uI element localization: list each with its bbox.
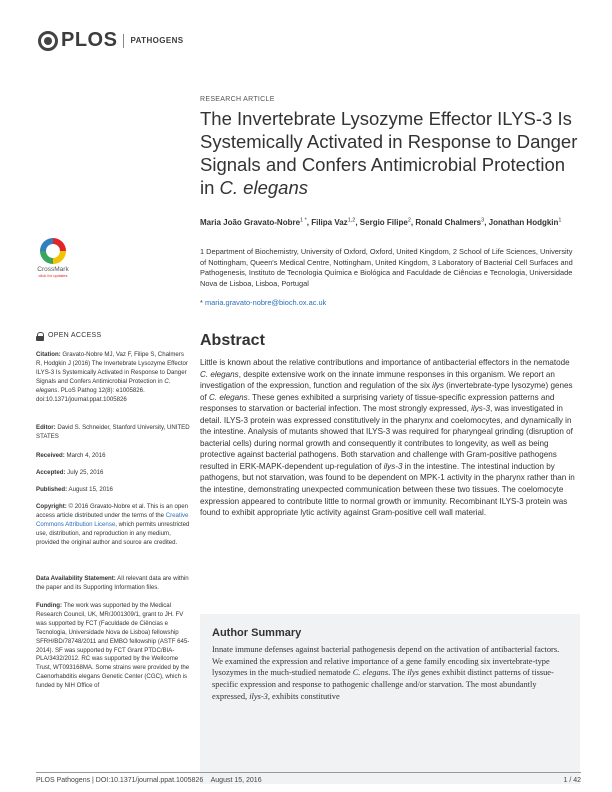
- author[interactable]: Jonathan Hodgkin$^1$: [488, 217, 562, 227]
- funding-block: Funding: The work was supported by the Medical Research Council, UK, MR/J001309/1, grant to JH. FV was supported by FCT (Faculdade de Ciências e Tecnologia, Universidade Nova de Lisboa) fellowship SFRH/BD/78748/2011 and EMBO fellowship (ASTF 645-2014). SF was supported by FCT Grant PTDC/BIA-PLA/3432/2012. RC was supported by the Wellcome Trust, WT093168MA. Some strains were provided by the Caenorhabditis elegans Genetic Center (CGC), which is funded by NIH Office of: [36, 602, 190, 690]
- journal-name: PATHOGENS: [130, 36, 184, 45]
- open-access-badge: OPEN ACCESS: [36, 332, 190, 341]
- author[interactable]: Sergio Filipe$^2$,: [359, 217, 416, 227]
- title-text: The Invertebrate Lysozyme Effector ILYS-3 Is Systemically Activated in Response to Danger Signals and Confers Antimicrobial Protection in: [200, 108, 578, 198]
- author[interactable]: Maria João Gravato-Nobre$^{1 *}$,: [200, 217, 312, 227]
- data-availability: Data Availability Statement: All relevant data are within the paper and its Supporting Information files.: [36, 575, 189, 591]
- abstract-heading: Abstract: [200, 332, 265, 349]
- license-link[interactable]: Creative Commons Attribution License: [36, 511, 189, 528]
- abstract-text: Little is known about the relative contributions and importance of antibacterial effectors in the nematode C. elegans, despite extensive work on the innate immune responses in this organism. We report an investigation of the expression, function and regulation of the six ilys (invertebrate-type lysozyme) genes of C. elegans. These genes exhibited a surprising variety of tissue-specific expression patterns and responses to starvation or bacterial infection. The most strongly expressed, ilys-3, was investigated in detail. ILYS-3 protein was expressed constitutively in the pharynx and coelomocytes, and dynamically in the intestine. Analysis of mutants showed that ILYS-3 was required for pharyngeal grinding (disruption of bacterial cells) during normal growth and consequently it contributes to longevity, as well as being protective against bacterial pathogens. Both starvation and challenge with Gram-positive pathogens resulted in ERK-MAPK-dependent up-regulation of ilys-3 in the intestine. The intestinal induction by pathogens, but not starvation, was found to be dependent on MPK-1 activity in the pharynx rather than in the intestine, demonstrating unexpected communication between these two tissues. The coelomocyte expression appeared to contribute little to normal growth or immunity. Recombinant ILYS-3 protein was found to exhibit appropriate lytic activity against Gram-positive cell wall material.: [200, 358, 575, 518]
- citation-block: Citation: Gravato-Nobre MJ, Vaz F, Filipe S, Chalmers R, Hodgkin J (2016) The Invertebrate Lysozyme Effector ILYS-3 Is Systemically Activated in Response to Danger Signals and Confers Antimicrobial Protection in C. elegans. PLoS Pathog 12(8): e1005826. doi:10.1371/journal.ppat.1005826: [36, 351, 188, 403]
- accepted-date: Accepted: July 25, 2016: [36, 469, 104, 476]
- plos-logo-icon: [38, 31, 58, 51]
- author-summary-text: Innate immune defenses against bacterial pathogenesis depend on the activation of antibacterial factors. We examined the expression and relative importance of a gene family encoding six invertebrate-type lysozymes in the much-studied nematode C. elegans. The ilys genes exhibit distinct patterns of tissue-specific expression and response to pathogenic challenge and/or starvation. The most abundantly expressed, ilys-3, exhibits constitutive: [212, 645, 560, 701]
- author-list: [200, 215, 580, 228]
- affiliations: 1 Department of Biochemistry, University of Oxford, Oxford, United Kingdom, 2 School of Life Sciences, University of Nottingham, Queen's Medical Centre, Nottingham, United Kingdom, 3 Laboratory of Bacterial Cell Surfaces and Pathogenesis, Instituto de Tecnologia Química e Biológica and Faculdade de Ciências e Tecnologia, Universidade Nova de Lisboa, Lisboa, Portugal: [200, 247, 573, 288]
- editor-block: Editor: David S. Schneider, Stanford University, UNITED STATES: [36, 424, 190, 440]
- author[interactable]: Ronald Chalmers$^3$,: [415, 217, 489, 227]
- crossmark-icon: [40, 238, 66, 264]
- crossmark-badge[interactable]: [36, 238, 70, 278]
- footer-rule: [36, 772, 581, 773]
- page-number: 1 / 42: [563, 777, 581, 784]
- crossmark-label: CrossMark: [37, 266, 69, 273]
- crossmark-sublabel: click for updates: [38, 273, 68, 278]
- open-lock-icon: [36, 332, 44, 341]
- brand-name: PLOS: [61, 29, 118, 51]
- journal-logo: [38, 29, 184, 52]
- article-title: [200, 107, 580, 199]
- author[interactable]: Filipa Vaz$^{1,2}$,: [311, 217, 360, 227]
- received-date: Received: March 4, 2016: [36, 452, 106, 459]
- logo-divider: [123, 34, 124, 48]
- author-summary-heading: Author Summary: [212, 627, 302, 639]
- copyright-block: Copyright: © 2016 Gravato-Nobre et al. This is an open access article distributed under the terms of the Creative Commons Attribution License, which permits unrestricted use, distribution, and reproduction in any medium, provided the original author and source are credited.: [36, 503, 190, 546]
- article-type: RESEARCH ARTICLE: [200, 96, 275, 103]
- title-organism: C. elegans: [219, 177, 308, 198]
- footer-citation: PLOS Pathogens | DOI:10.1371/journal.ppat.1005826 August 15, 2016: [36, 777, 262, 784]
- corresponding-email[interactable]: * maria.gravato-nobre@bioch.ox.ac.uk: [200, 298, 327, 307]
- published-date: Published: August 15, 2016: [36, 486, 113, 493]
